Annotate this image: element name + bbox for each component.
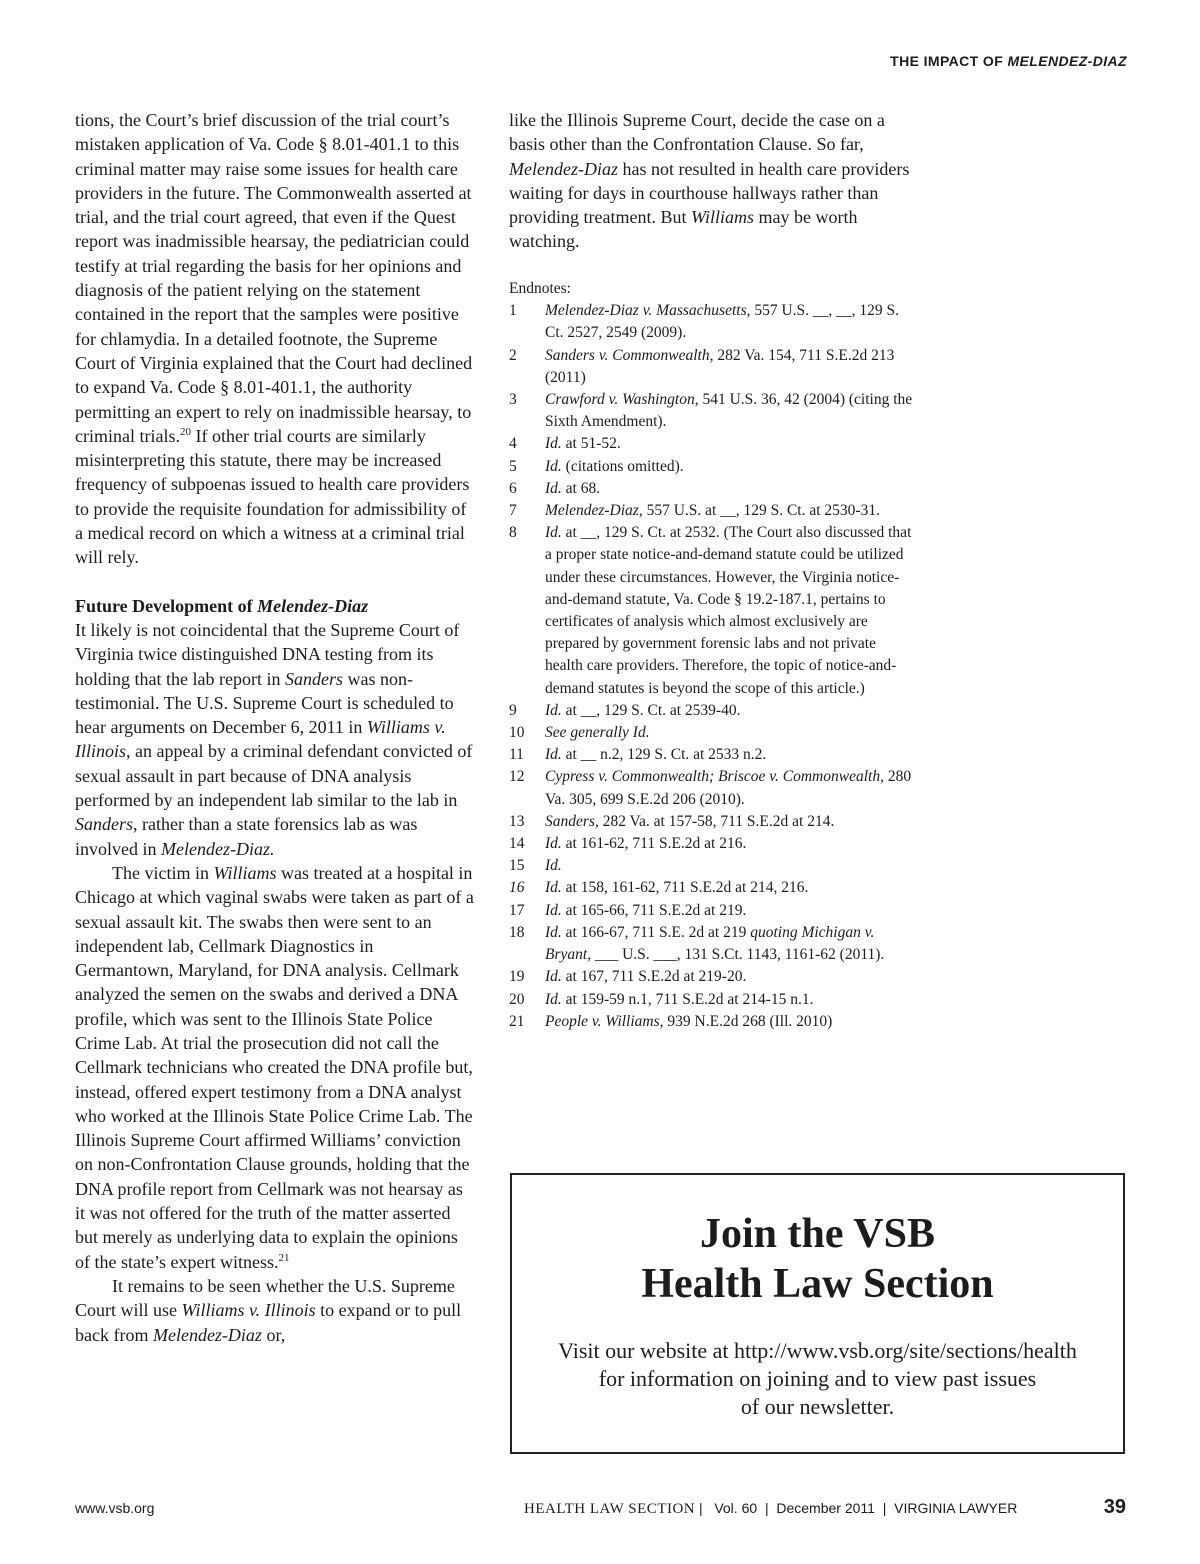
endnote-item: [509, 345, 914, 389]
footnote-ref: 20: [179, 425, 191, 438]
endnote-item: [509, 855, 914, 877]
endnote-number: 14: [509, 835, 525, 853]
endnote-item: [509, 522, 914, 700]
endnote-number: 8: [509, 524, 517, 542]
endnote-item: [509, 766, 914, 810]
text-run: or,: [261, 1324, 286, 1345]
endnote-number: 15: [509, 857, 525, 875]
endnote-number: 21: [509, 1012, 525, 1030]
italic-text: Williams v. Illinois: [75, 717, 446, 762]
endnote-number: 4: [509, 435, 517, 453]
endnote-item: [509, 833, 914, 855]
italic-text: Melendez-Diaz: [545, 502, 639, 520]
ad-heading: [512, 1209, 1123, 1309]
endnote-number: 18: [509, 923, 525, 941]
endnote-list: [509, 300, 914, 1033]
endnote-text: [545, 877, 914, 899]
running-head-prefix: THE IMPACT OF: [890, 53, 1008, 69]
text-run: , 282 Va. 154, 711 S.E.2d 213 (2011): [545, 346, 895, 386]
italic-text: Williams v. Illinois: [181, 1300, 316, 1321]
text-run: may be worth watching.: [509, 207, 858, 252]
endnote-text: [545, 522, 914, 700]
endnote-text: [545, 478, 914, 500]
left-paragraph-2: [75, 618, 475, 861]
text-run: at 161-62, 711 S.E.2d at 216.: [561, 835, 747, 853]
left-column: [75, 108, 475, 1347]
endnote-number: 19: [509, 968, 525, 986]
text-run: , 939 N.E.2d 268 (Ill. 2010): [659, 1012, 833, 1030]
endnote-text: [545, 345, 914, 389]
membership-ad-box: [510, 1173, 1125, 1454]
endnote-item: [509, 1011, 914, 1033]
endnote-text: [545, 500, 914, 522]
italic-text: Melendez-Diaz v. Massachusetts: [545, 302, 747, 320]
endnote-text: [545, 300, 914, 344]
footer-separator-2: |: [764, 1500, 769, 1516]
italic-text: Id.: [545, 968, 562, 986]
right-paragraph-1: [509, 108, 914, 254]
endnote-text: [545, 989, 914, 1011]
left-paragraph-4: [75, 1274, 475, 1347]
italic-text: Id.: [545, 746, 562, 764]
endnote-number: 7: [509, 502, 517, 520]
endnote-item: [509, 744, 914, 766]
text-run: at 159-59 n.1, 711 S.E.2d at 214-15 n.1.: [561, 990, 814, 1008]
running-head-case: MELENDEZ-DIAZ: [1007, 53, 1127, 69]
endnote-item: [509, 478, 914, 500]
endnote-item: [509, 900, 914, 922]
left-paragraph-3: [75, 861, 475, 1274]
section-heading: [75, 594, 475, 618]
endnotes: [509, 278, 914, 1033]
page-number: 39: [1103, 1496, 1126, 1518]
italic-text: Williams: [213, 862, 277, 883]
italic-text: Sanders: [284, 668, 343, 689]
endnote-item: [509, 456, 914, 478]
italic-text: Williams: [690, 207, 754, 228]
ad-heading-line-1: Join the VSB: [700, 1211, 935, 1257]
text-run: , rather than a state forensics lab as was involved in: [75, 814, 418, 859]
endnote-number: 1: [509, 302, 517, 320]
endnote-number: 5: [509, 457, 517, 475]
italic-text: Id.: [545, 457, 562, 475]
ad-body-line-2: for information on joining and to view past issues: [598, 1366, 1037, 1391]
endnote-number: 9: [509, 701, 517, 719]
endnote-number: 16: [509, 879, 525, 897]
text-run: , 557 U.S. at __, 129 S. Ct. at 2530-31.: [638, 502, 880, 520]
italic-text: See generally Id.: [545, 724, 650, 742]
endnote-item: [509, 877, 914, 899]
text-run: , ___ U.S. ___, 131 S.Ct. 1143, 1161-62 (2011).: [587, 946, 885, 964]
endnote-item: [509, 700, 914, 722]
endnote-item: [509, 989, 914, 1011]
endnote-text: [545, 700, 914, 722]
italic-text: Id.: [545, 524, 562, 542]
endnote-text: [545, 855, 914, 877]
italic-text: Cypress v. Commonwealth; Briscoe v. Commonwealth: [545, 768, 881, 786]
italic-text: Sanders: [75, 814, 133, 835]
text-run: , 541 U.S. 36, 42 (2004) (citing the Sixth Amendment).: [545, 391, 913, 431]
endnote-text: [545, 922, 914, 966]
footer-date: December 2011: [776, 1500, 875, 1516]
italic-text: Id.: [545, 835, 562, 853]
ad-body: [512, 1337, 1123, 1421]
text-run: was treated at a hospital in Chicago at which vaginal swabs were taken as part of a sexual assault kit. The swabs then were sent to an independent lab, Cellmark Diagnostics in Germantown, Maryland, for DNA analysis. Cellmark analyzed the semen on the swabs and derived a DNA profile, which was sent to the Illinois State Police Crime Lab. At trial the prosecution did not call the Cellmark technicians who created the DNA profile but, instead, offered expert testimony from a DNA analyst who worked at the Illinois State Police Crime Lab. The Illinois Supreme Court affirmed Williams’ conviction on non-Confrontation Clause grounds, holding that the DNA profile report from Cellmark was not hearsay as it was not offered for the truth of the matter asserted but merely as underlying data to explain the opinions of the state’s expert witness.: [75, 862, 474, 1272]
endnote-text: [545, 722, 914, 744]
text-run: to expand or to pull back from: [75, 1300, 462, 1345]
endnote-number: 20: [509, 990, 525, 1008]
text-run: Future Development of: [75, 595, 258, 616]
text-run: at __ n.2, 129 S. Ct. at 2533 n.2.: [561, 746, 767, 764]
endnote-item: [509, 811, 914, 833]
text-run: at 166-67, 711 S.E. 2d at 219: [561, 923, 751, 941]
endnote-text: [545, 900, 914, 922]
text-run: , 280 Va. 305, 699 S.E.2d 206 (2010).: [545, 768, 912, 808]
footnote-ref: 21: [278, 1251, 290, 1264]
footer-url[interactable]: www.vsb.org: [75, 1500, 155, 1516]
endnote-item: [509, 922, 914, 966]
endnote-number: 12: [509, 768, 525, 786]
endnote-text: [545, 1011, 914, 1033]
text-run: It remains to be seen whether the U.S. Supreme Court will use: [75, 1275, 455, 1321]
text-run: , 282 Va. at 157-58, 711 S.E.2d at 214.: [594, 812, 835, 830]
endnote-number: 6: [509, 479, 517, 497]
endnote-text: [545, 811, 914, 833]
footer-magazine: VIRGINIA LAWYER: [894, 1500, 1018, 1516]
text-run: at 167, 711 S.E.2d at 219-20.: [561, 968, 747, 986]
italic-text: Melendez-Diaz: [152, 1324, 262, 1345]
italic-text: Id.: [545, 923, 562, 941]
footer-separator-1: |: [699, 1500, 703, 1516]
text-run: at __, 129 S. Ct. at 2539-40.: [561, 701, 741, 719]
endnote-number: 13: [509, 812, 525, 830]
text-run: The victim in: [112, 862, 214, 883]
endnote-text: [545, 744, 914, 766]
ad-body-line-1: Visit our website at http://www.vsb.org/site/sections/health: [558, 1338, 1077, 1363]
running-head: [890, 53, 1127, 69]
endnote-text: [545, 433, 914, 455]
endnote-item: [509, 500, 914, 522]
text-run: It likely is not coincidental that the Supreme Court of Virginia twice distinguished DNA testing from its holding that the lab report in: [75, 619, 460, 689]
endnote-item: [509, 722, 914, 744]
text-run: If other trial courts are similarly misinterpreting this statute, there may be increased frequency of subpoenas issued to health care providers to provide the requisite foundation for admissibility of a medical record on which a witness at a criminal trial will rely.: [75, 425, 470, 568]
endnotes-title: Endnotes:: [509, 280, 571, 297]
italic-text: Id.: [545, 479, 562, 497]
endnote-text: [545, 456, 914, 478]
text-run: , an appeal by a criminal defendant convicted of sexual assault in part because of DNA analysis performed by an independent lab similar to the lab in: [75, 741, 473, 811]
italic-text: Melendez-Diaz: [257, 595, 369, 616]
text-run: tions, the Court’s brief discussion of the trial court’s mistaken application of Va. Code § 8.01-401.1 to this criminal matter may raise some issues for health care providers in the future. The Commonwealth asserted at trial, and the trial court agreed, that even if the Quest report was inadmissible hearsay, the pediatrician could testify at trial regarding the basis for her opinions and diagnosis of the patient relying on the statement contained in the report that the samples were positive for chlamydia. In a detailed footnote, the Supreme Court of Virginia explained that the Court had declined to expand Va. Code § 8.01-401.1, the authority permitting an expert to rely on inadmissible hearsay, to criminal trials.: [75, 110, 473, 446]
endnote-number: 3: [509, 391, 517, 409]
endnote-item: [509, 433, 914, 455]
endnote-text: [545, 966, 914, 988]
italic-text: Id.: [545, 701, 562, 719]
italic-text: Sanders: [545, 812, 595, 830]
italic-text: Id.: [545, 435, 562, 453]
text-run: has not resulted in health care providers waiting for days in courthouse hallways rather than providing treatment. But: [509, 158, 910, 228]
text-run: (citations omitted).: [561, 457, 684, 475]
italic-text: Id.: [545, 857, 562, 875]
italic-text: quoting Michigan v. Bryant: [545, 923, 875, 964]
left-paragraph-1: [75, 108, 475, 570]
text-run: , 557 U.S. __, __, 129 S. Ct. 2527, 2549 (2009).: [545, 302, 900, 342]
italic-text: Id.: [545, 990, 562, 1008]
endnote-item: [509, 389, 914, 433]
text-run: was non-testimonial. The U.S. Supreme Court is scheduled to hear arguments on December 6, 2011 in: [75, 668, 454, 738]
right-column: [509, 108, 914, 254]
text-run: at 51-52.: [561, 435, 621, 453]
text-run: at 165-66, 711 S.E.2d at 219.: [561, 901, 747, 919]
ad-body-line-3: of our newsletter.: [740, 1394, 895, 1419]
text-run: at 68.: [561, 479, 601, 497]
italic-text: Melendez-Diaz.: [161, 838, 275, 859]
footer-section: HEALTH LAW SECTION: [524, 1501, 696, 1517]
italic-text: People v. Williams: [545, 1012, 660, 1030]
endnote-text: [545, 833, 914, 855]
italic-text: Id.: [545, 879, 562, 897]
endnote-number: 2: [509, 346, 517, 364]
footer-volume: Vol. 60: [714, 1500, 758, 1516]
italic-text: Sanders v. Commonwealth: [545, 346, 710, 364]
text-run: like the Illinois Supreme Court, decide the case on a basis other than the Confrontation Clause. So far,: [509, 110, 885, 155]
endnote-item: [509, 300, 914, 344]
endnote-number: 17: [509, 901, 525, 919]
text-run: at __, 129 S. Ct. at 2532. (The Court also discussed that a proper state notice-and-demand statute could be utilized under these circumstances. However, the Virginia notice-and-demand statute, Va. Code § 19.2-187.1, pertains to certificates of analysis which almost exclusively are prepared by government forensic labs and not private health care providers. Therefore, the topic of notice-and-demand statutes is beyond the scope of this article.): [545, 524, 912, 697]
italic-text: Id.: [545, 901, 562, 919]
endnote-number: 11: [509, 746, 524, 764]
italic-text: Melendez-Diaz: [509, 158, 618, 179]
ad-heading-line-2: Health Law Section: [641, 1261, 994, 1307]
endnote-item: [509, 966, 914, 988]
endnote-text: [545, 389, 914, 433]
italic-text: Crawford v. Washington: [545, 391, 695, 409]
text-run: at 158, 161-62, 711 S.E.2d at 214, 216.: [561, 879, 809, 897]
endnote-text: [545, 766, 914, 810]
footer-separator-3: |: [882, 1500, 887, 1516]
endnote-number: 10: [509, 724, 525, 742]
footer-publication: [524, 1500, 1017, 1518]
